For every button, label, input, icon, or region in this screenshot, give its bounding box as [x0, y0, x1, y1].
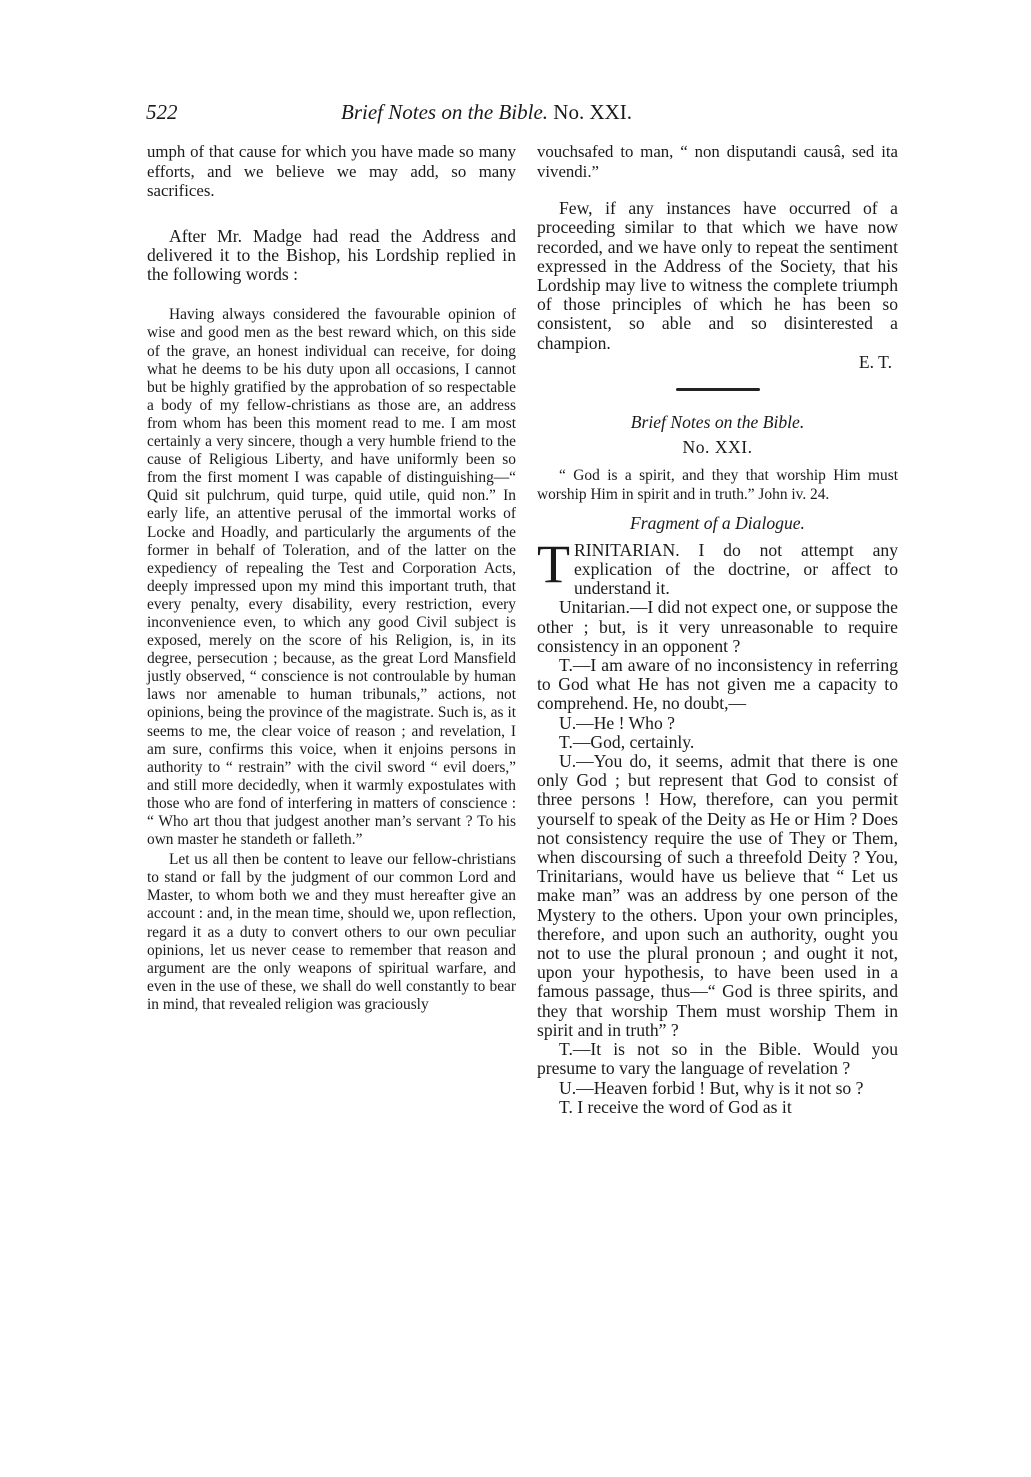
- right-column: [537, 142, 898, 1117]
- bishop-reply-paragraph-2: Let us all then be content to leave our fellow-christians to stand or fall by the judgment of our common Lord and Master, to whom both we and they must hereafter give an account : and, in the mean time, should we, upon reflection, regard it as a duty to convert others to our own peculiar opinions, let us never cease to remember that reason and argument are the only weapons of spiritual warfare, and even in the use of these, we shall do well constantly to bear in mind, that revealed religion was graciously: [147, 851, 516, 1013]
- section-number: No. XXI.: [682, 437, 753, 458]
- running-title-number: No. XXI.: [553, 100, 633, 124]
- section-title: Brief Notes on the Bible.: [630, 412, 805, 433]
- section-divider: [676, 388, 760, 391]
- dialogue-line: T.—I am aware of no inconsistency in referring to God what He has not given me a capacity to comprehend. He, no doubt,—: [537, 655, 898, 714]
- continuation-paragraph: umph of that cause for which you have made so many efforts, and we believe we may add, so many sacrifices.: [147, 142, 516, 201]
- dialogue-line: T.—God, certainly.: [559, 731, 695, 752]
- dialogue-opening-text: RINITARIAN. I do not attempt any explication of the doctrine, or affect to understand it.: [574, 539, 898, 599]
- drop-cap: T: [537, 533, 570, 594]
- closing-paragraph: Few, if any instances have occurred of a proceeding similar to that which we have now recorded, and we have only to repeat the sentiment expressed in the Address of the Society, that his Lordship may live to witness the complete triumph of those principles of which he has been so consistent, so able and so disinterested a champion.: [537, 198, 898, 353]
- signature: E. T.: [858, 351, 892, 372]
- dialogue-line: U.—He ! Who ?: [559, 712, 675, 733]
- dialogue-opening: [537, 533, 898, 599]
- epigraph: “ God is a spirit, and they that worship Him must worship Him in spirit and in truth.” John iv. 24.: [537, 467, 898, 503]
- dialogue-subtitle: Fragment of a Dialogue.: [630, 512, 805, 533]
- bishop-reply-paragraph-1: Having always considered the favourable opinion of wise and good men as the best reward which, on this side of the grave, an honest individual can receive, for doing what he deems to be his duty upon all occasions, I cannot but be highly gratified by the approbation of so respectable a body of my fellow-christians as those are, an address from whom has been this moment read to me. I am most certainly a very sincere, though a very humble friend to the cause of Religious Liberty, and have uniformly been so from the first moment I was capable of distinguishing—“ Quid sit pulchrum, quid turpe, quid utile, quid non.” In early life, an attentive perusal of the immortal works of Locke and Hoadly, and particularly the arguments of the former in behalf of Toleration, and of the latter on the expediency of repealing the Test and Corporation Acts, deeply impressed upon my mind this important truth, that every penalty, every disability, every restriction, every inconvenience even, to which any good Civil subject is exposed, merely on the score of his Religion, is, in its degree, persecution ; because, as the great Lord Mansfield justly observed, “ conscience is not controulable by human laws nor amenable to human tribunals,” actions, not opinions, being the province of the magistrate. Such is, as it seems to me, the clear voice of reason ; and revelation, I am sure, confirms this voice, when it enjoins persons in authority to “ restrain” with the civil sword “ evil doers,” and still more decidedly, when it warmly expostulates with those who are fond of interfering in matters of conscience : “ Who art thou that judgest another man’s servant ? To his own master he standeth or falleth.”: [147, 306, 516, 849]
- running-title-text: Brief Notes on the Bible.: [341, 100, 549, 124]
- running-header: [146, 100, 898, 130]
- continuation-line: vouchsafed to man, “ non disputandi causâ, sed ita vivendi.”: [537, 142, 898, 181]
- dialogue-line: T.—It is not so in the Bible. Would you presume to vary the language of revelation ?: [537, 1039, 898, 1079]
- page-number: 522: [146, 100, 178, 124]
- dialogue-line: Unitarian.—I did not expect one, or suppose the other ; but, is it very unreasonable to require consistency in an opponent ?: [537, 597, 898, 656]
- dialogue-line: U.—You do, it seems, admit that there is one only God ; but represent that God to consist of three persons ! How, therefore, can you permit yourself to speak of the Deity as He or Him ? Does not consistency require the use of They or Them, when discoursing of such a threefold Deity ? You, Trinitarians, would have us believe that “ Let us make man” was an address by one person of the Mystery to the others. Upon your own principles, therefore, and upon such an authority, ought you not to use the plural pronoun ; and ought it not, upon your hypothesis, to have been used in a famous passage, thus—“ God is three spirits, and they that worship Them must worship Them in spirit and in truth” ?: [537, 751, 898, 1040]
- left-column: [147, 142, 516, 1014]
- running-title: [341, 100, 632, 125]
- dialogue-line: T. I receive the word of God as it: [559, 1096, 792, 1117]
- dialogue-line: U.—Heaven forbid ! But, why is it not so ?: [559, 1077, 864, 1098]
- intro-paragraph: After Mr. Madge had read the Address and delivered it to the Bishop, his Lordship replied in the following words :: [147, 225, 516, 285]
